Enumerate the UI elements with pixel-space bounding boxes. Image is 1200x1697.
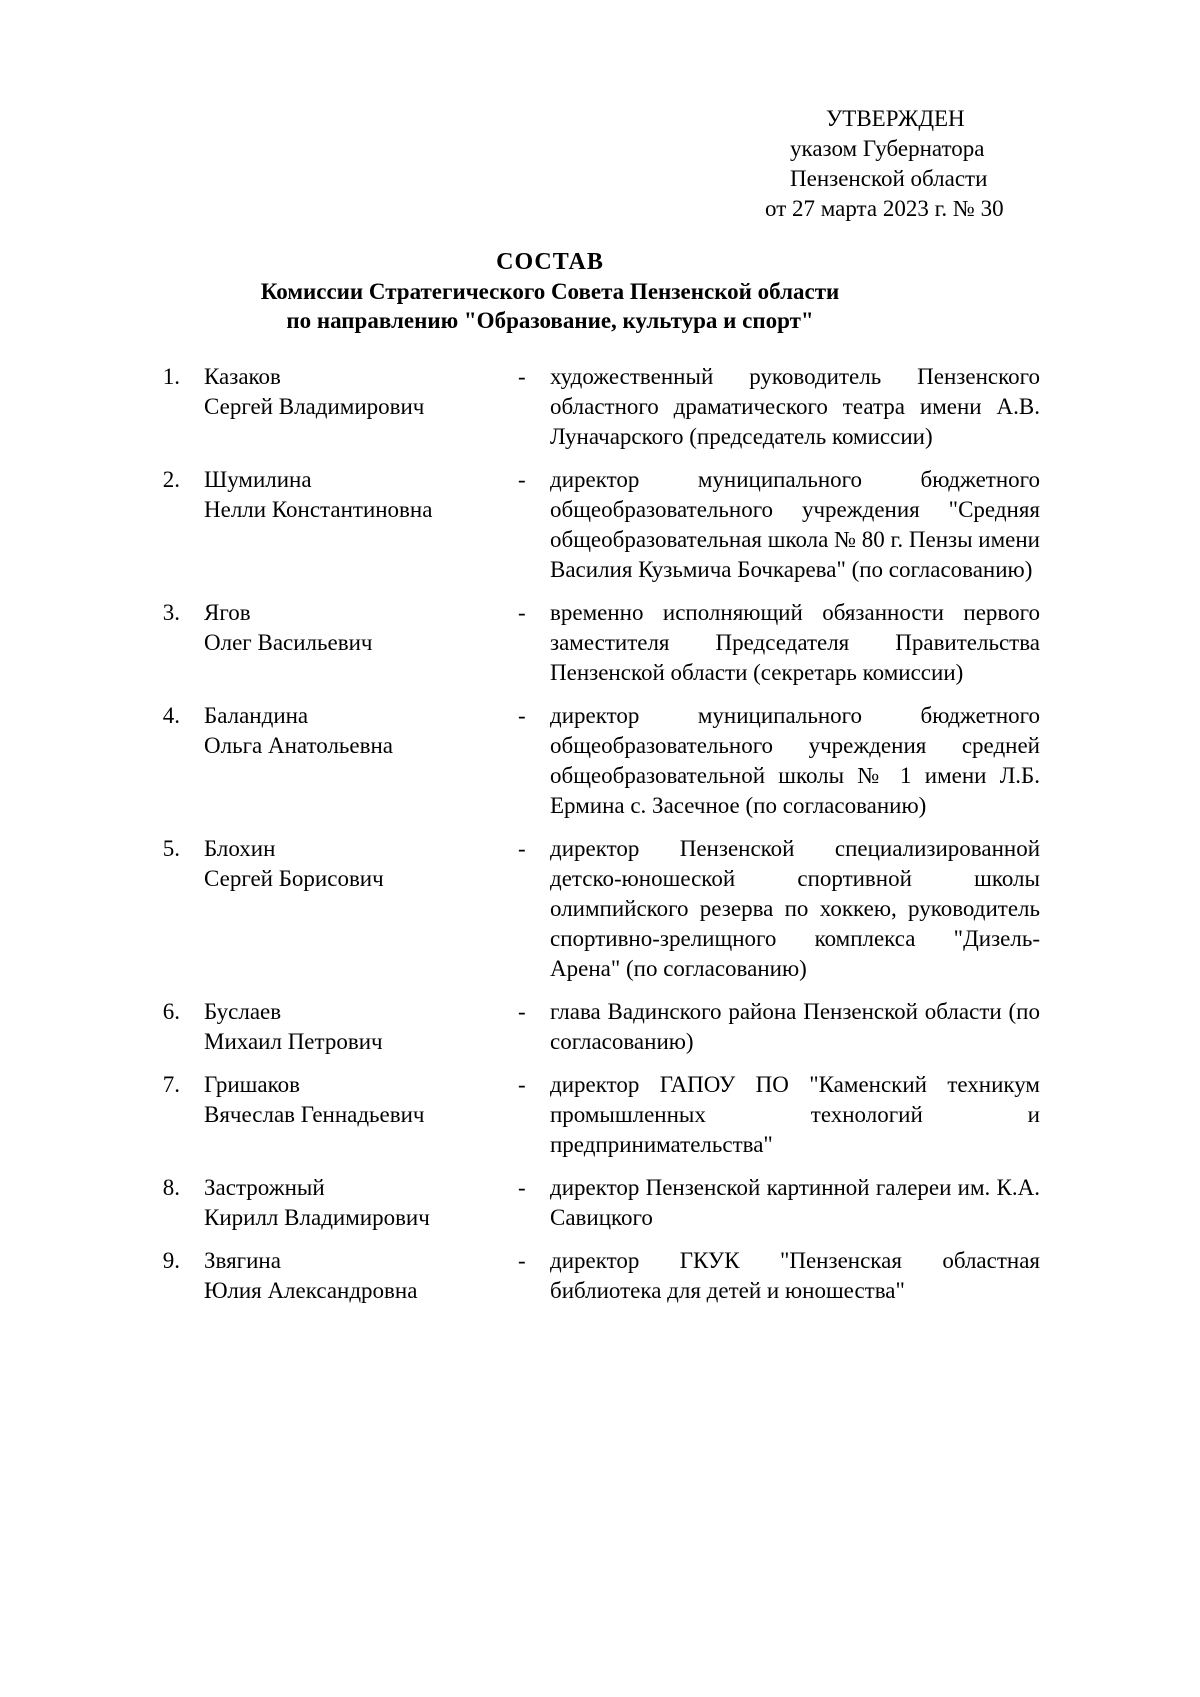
member-number: 3. (162, 600, 180, 625)
member-given-names: Сергей Борисович (204, 866, 384, 891)
list-item (150, 465, 1050, 585)
title-heading: СОСТАВ (496, 249, 604, 275)
member-position: директор муниципального бюджетного общеобразовательного учреждения средней общеобразовательной школы № 1 имени Л.Б. Ермина с. Засечное (по согласованию) (550, 703, 1040, 818)
member-surname: Буслаев (204, 999, 282, 1024)
members-list (150, 362, 1050, 1319)
member-surname: Звягина (204, 1248, 281, 1273)
member-number: 4. (162, 703, 180, 728)
list-item (150, 1246, 1050, 1306)
list-item (150, 1173, 1050, 1233)
member-name (204, 701, 494, 821)
member-dash: - (518, 703, 526, 728)
title-commission: Комиссии Стратегического Совета Пензенской области (260, 279, 840, 304)
approval-decree-line: указом Губернатора (790, 136, 985, 161)
member-number: 2. (162, 467, 180, 492)
member-dash: - (518, 600, 526, 625)
member-number: 5. (162, 836, 180, 861)
member-given-names: Вячеслав Геннадьевич (204, 1102, 425, 1127)
member-surname: Гришаков (204, 1072, 300, 1097)
list-item (150, 362, 1050, 452)
member-name (204, 362, 494, 452)
member-dash: - (518, 1175, 526, 1200)
list-item (150, 834, 1050, 984)
member-name (204, 465, 494, 585)
member-position: глава Вадинского района Пензенской области (по согласованию) (550, 999, 1040, 1054)
list-item (150, 1070, 1050, 1160)
list-item (150, 997, 1050, 1057)
member-position: директор ГАПОУ ПО "Каменский техникум промышленных технологий и предпринимательства" (550, 1072, 1040, 1157)
approval-stamp (690, 104, 1120, 224)
member-name (204, 1070, 494, 1160)
member-position: директор ГКУК "Пензенская областная библиотека для детей и юношества" (550, 1248, 1040, 1303)
approval-title: УТВЕРЖДЕН (826, 106, 965, 131)
member-name (204, 598, 494, 688)
member-number: 1. (162, 364, 180, 389)
title-direction: по направлению "Образование, культура и спорт" (286, 308, 814, 333)
member-dash: - (518, 1248, 526, 1273)
member-position: директор Пензенской специализированной детско-юношеской спортивной школы олимпийского резерва по хоккею, руководитель спортивно-зрелищного комплекса "Дизель-Арена" (по согласованию) (550, 836, 1040, 981)
member-given-names: Олег Васильевич (204, 630, 373, 655)
member-number: 8. (162, 1175, 180, 1200)
list-item (150, 701, 1050, 821)
approval-region-line: Пензенской области (790, 166, 988, 191)
member-position: директор Пензенской картинной галереи им. К.А. Савицкого (550, 1175, 1040, 1230)
member-given-names: Ольга Анатольевна (204, 733, 393, 758)
member-given-names: Михаил Петрович (204, 1029, 383, 1054)
approval-date-line: от 27 марта 2023 г. № 30 (765, 196, 1004, 221)
member-dash: - (518, 1072, 526, 1097)
member-position: художественный руководитель Пензенского областного драматического театра имени А.В. Луначарского (председатель комиссии) (550, 364, 1040, 449)
member-surname: Застрожный (204, 1175, 325, 1200)
member-dash: - (518, 364, 526, 389)
member-dash: - (518, 467, 526, 492)
member-given-names: Сергей Владимирович (204, 394, 425, 419)
member-given-names: Кирилл Владимирович (204, 1205, 430, 1230)
member-surname: Баландина (204, 703, 309, 728)
member-position: временно исполняющий обязанности первого заместителя Председателя Правительства Пензенской области (секретарь комиссии) (550, 600, 1040, 685)
member-dash: - (518, 999, 526, 1024)
member-name (204, 834, 494, 984)
member-number: 6. (162, 999, 180, 1024)
member-position: директор муниципального бюджетного общеобразовательного учреждения "Средняя общеобразовательная школа № 80 г. Пензы имени Василия Кузьмича Бочкарева" (по согласованию) (550, 467, 1040, 582)
member-name (204, 1173, 494, 1233)
member-surname: Казаков (204, 364, 281, 389)
member-given-names: Нелли Константиновна (204, 497, 433, 522)
member-name (204, 997, 494, 1057)
list-item (150, 598, 1050, 688)
member-number: 9. (162, 1248, 180, 1273)
member-surname: Блохин (204, 836, 276, 861)
member-name (204, 1246, 494, 1306)
member-given-names: Юлия Александровна (204, 1278, 418, 1303)
member-surname: Ягов (204, 600, 251, 625)
document-title (0, 248, 1100, 335)
member-surname: Шумилина (204, 467, 312, 492)
member-dash: - (518, 836, 526, 861)
member-number: 7. (162, 1072, 180, 1097)
